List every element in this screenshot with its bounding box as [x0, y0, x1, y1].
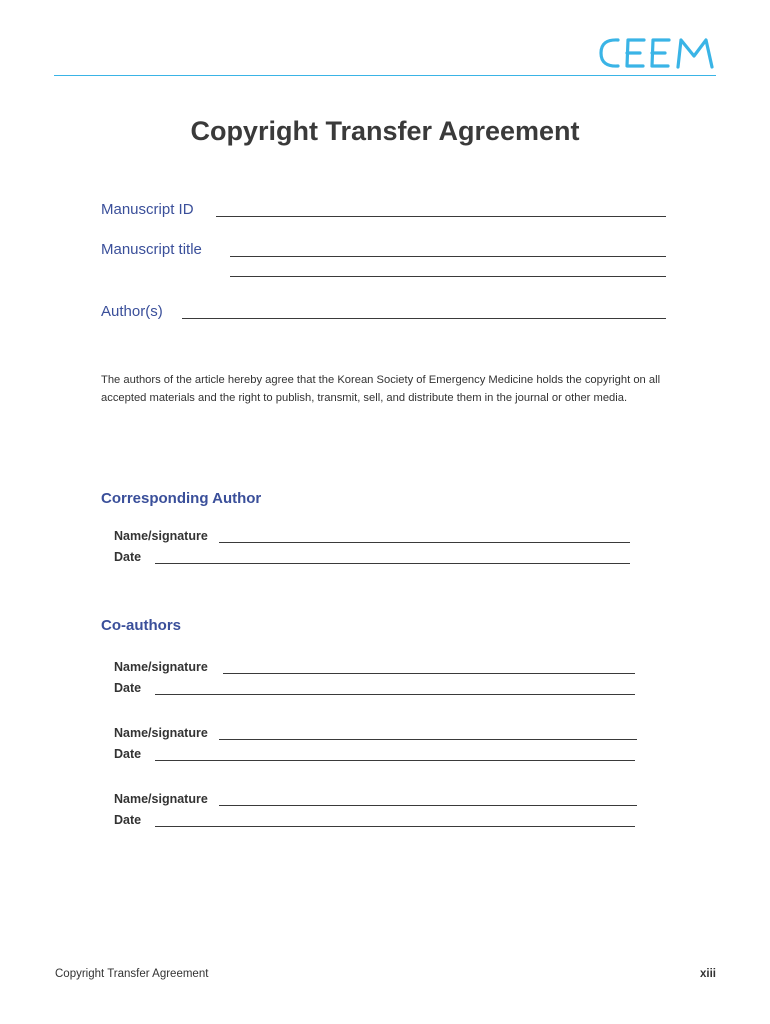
- manuscript-title-label: Manuscript title: [101, 241, 202, 258]
- agreement-statement: The authors of the article hereby agree that the Korean Society of Emergency Medicine holds the copyright on all accepted materials and the right to publish, transmit, sell, and distribute them in the journal or other media.: [101, 374, 661, 404]
- authors-label: Author(s): [101, 303, 163, 320]
- corresponding-name-line[interactable]: [219, 542, 630, 543]
- manuscript-title-line-2[interactable]: [230, 276, 666, 277]
- manuscript-id-label: Manuscript ID: [101, 201, 194, 218]
- corresponding-author-heading: Corresponding Author: [101, 490, 262, 507]
- coauthor-1-date-label: Date: [114, 681, 142, 695]
- authors-line[interactable]: [182, 318, 666, 319]
- corresponding-name-label: Name/signature: [114, 529, 208, 543]
- footer-title: Copyright Transfer Agreement: [55, 968, 209, 980]
- coauthor-1-name-label: Name/signature: [114, 660, 208, 674]
- coauthor-3-date-label: Date: [114, 813, 142, 827]
- coauthor-1-name-line[interactable]: [223, 673, 635, 674]
- corresponding-date-line[interactable]: [155, 563, 630, 564]
- coauthor-3-name-label: Name/signature: [114, 792, 208, 806]
- coauthor-1-date-line[interactable]: [155, 694, 635, 695]
- coauthor-2-date-label: Date: [114, 747, 142, 761]
- page-number: xiii: [700, 968, 716, 980]
- document-title: Copyright Transfer Agreement: [190, 116, 580, 146]
- coauthor-3-name-line[interactable]: [219, 805, 637, 806]
- manuscript-title-line-1[interactable]: [230, 256, 666, 257]
- coauthors-heading: Co-authors: [101, 617, 181, 634]
- coauthor-2-date-line[interactable]: [155, 760, 635, 761]
- coauthor-2-name-label: Name/signature: [114, 726, 208, 740]
- coauthor-2-name-line[interactable]: [219, 739, 637, 740]
- header-rule: [54, 75, 716, 76]
- manuscript-id-line[interactable]: [216, 216, 666, 217]
- coauthor-3-date-line[interactable]: [155, 826, 635, 827]
- corresponding-date-label: Date: [114, 550, 142, 564]
- ceem-logo: [596, 34, 716, 72]
